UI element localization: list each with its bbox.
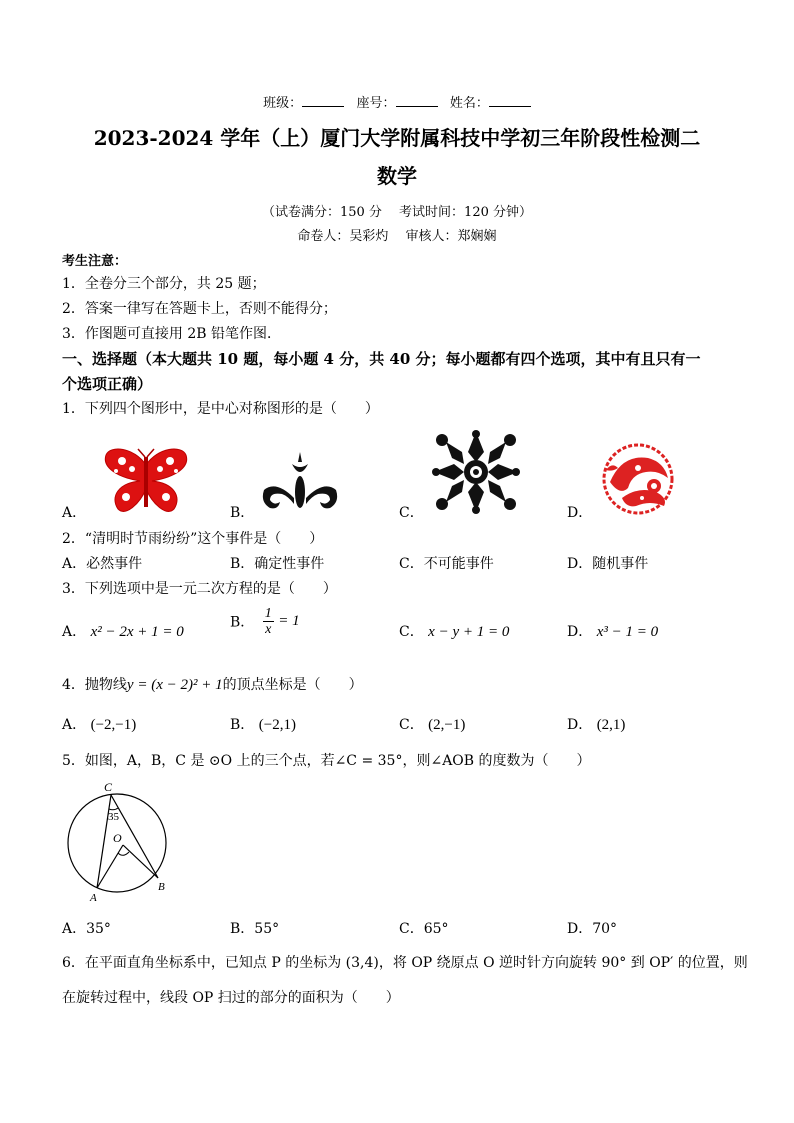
question-5-stem: 5．如图，A，B，C 是 ⊙O 上的三个点，若∠C = 35°，则∠AOB 的度数为（ ） [62, 753, 591, 769]
q2-option-c[interactable]: C．不可能事件 [399, 556, 494, 572]
q2-option-d[interactable]: D．随机事件 [567, 556, 649, 572]
point-o-label: O [113, 831, 122, 845]
q4-option-a-value: (−2,−1) [90, 717, 137, 733]
q3-option-b-label: B． [230, 614, 255, 631]
question-1-stem: 1．下列四个图形中，是中心对称图形的是（ ） [62, 401, 379, 417]
q3-option-d-formula: x³ − 1 = 0 [596, 624, 659, 640]
section-heading: 一、选择题（本大题共 10 题，每小题 4 分，共 40 分；每小题都有四个选项，其中有且只有一 [62, 350, 701, 368]
q4-option-d-label: D． [567, 717, 593, 733]
q5-option-a[interactable]: A．35° [62, 921, 111, 937]
notice-item: 3．作图题可直接用 2B 铅笔作图． [62, 326, 282, 342]
q3-option-c[interactable] [399, 621, 509, 641]
q4-formula: y = (x − 2)² + 1 [126, 677, 223, 693]
class-blank[interactable] [302, 94, 344, 107]
q1-option-c-label[interactable]: C． [399, 505, 424, 521]
q2-option-b[interactable]: B．确定性事件 [230, 556, 325, 572]
student-info-line [0, 92, 794, 111]
q3-option-a-formula: x² − 2x + 1 = 0 [90, 624, 184, 640]
name-label: 姓名： [449, 96, 489, 111]
notice-item: 2．答案一律写在答题卡上，否则不能得分； [62, 301, 337, 317]
q1-option-d-label[interactable]: D． [567, 505, 593, 521]
q1-option-b-label[interactable]: B． [230, 505, 255, 521]
circle-angle-figure [60, 778, 180, 904]
exam-info: （试卷满分：150 分 考试时间：120 分钟） [261, 205, 533, 220]
q3-option-a[interactable] [62, 621, 184, 641]
q3-option-d[interactable] [567, 621, 658, 641]
fraction-denominator: x [265, 622, 272, 637]
notice-heading: 考生注意： [62, 254, 128, 269]
q4-stem-pre: 4．抛物线 [62, 677, 127, 693]
q4-option-d[interactable] [567, 714, 625, 734]
q3-option-b[interactable] [230, 606, 300, 637]
point-c-label: C [104, 780, 113, 794]
q3-option-b-rest: = 1 [278, 613, 300, 629]
q1-option-a-label[interactable]: A． [62, 505, 87, 521]
question-2-stem: 2．“清明时节雨纷纷”这个事件是（ ） [62, 531, 324, 547]
point-b-label: B [158, 881, 165, 893]
q3-option-d-label: D． [567, 624, 593, 640]
page-title: 2023-2024 学年（上）厦门大学附属科技中学初三年阶段性检测二 [93, 126, 701, 150]
name-blank[interactable] [489, 94, 531, 107]
q4-option-b-value: (−2,1) [258, 717, 296, 733]
phoenix-papercut-image [592, 442, 684, 516]
q4-option-b[interactable] [230, 714, 296, 734]
snowflake-papercut-image [430, 428, 522, 516]
question-3-stem: 3．下列选项中是一元二次方程的是（ ） [62, 581, 337, 597]
angle-label: 35 [108, 811, 119, 823]
q3-option-c-formula: x − y + 1 = 0 [428, 624, 510, 640]
authors: 命卷人：吴彩灼 审核人：郑娴娴 [297, 229, 497, 244]
subject-title: 数学 [377, 164, 417, 188]
q2-option-a[interactable]: A．必然事件 [62, 556, 143, 572]
q3-option-a-label: A． [62, 624, 87, 640]
q4-option-a-label: A． [62, 717, 87, 733]
notice-item: 1．全卷分三个部分，共 25 题； [62, 276, 266, 292]
fraction-numerator: 1 [264, 606, 272, 621]
class-label: 班级： [263, 96, 303, 111]
section-heading-cont: 个选项正确） [62, 375, 153, 393]
butterfly-papercut-image [104, 447, 188, 515]
q4-stem-post: 的顶点坐标是（ ） [222, 677, 363, 693]
q4-option-b-label: B． [230, 717, 255, 733]
q4-option-c[interactable] [399, 714, 465, 734]
question-6-line1: 6．在平面直角坐标系中，已知点 P 的坐标为 (3,4)，将 OP 绕原点 O 逆时针方向旋转 90° 到 OP′ 的位置，则 [62, 955, 748, 971]
q4-option-c-value: (2,−1) [428, 717, 466, 733]
q4-option-d-value: (2,1) [596, 717, 626, 733]
q3-option-c-label: C． [399, 624, 424, 640]
q4-option-a[interactable] [62, 714, 136, 734]
question-6-line2: 在旋转过程中，线段 OP 扫过的部分的面积为（ ） [62, 990, 400, 1006]
seat-blank[interactable] [396, 94, 438, 107]
black-ornament-image [258, 452, 342, 514]
seat-label: 座号： [356, 96, 396, 111]
q5-option-b[interactable]: B．55° [230, 921, 280, 937]
q3-option-b-fraction [263, 606, 274, 637]
q5-option-d[interactable]: D．70° [567, 921, 618, 937]
q5-option-c[interactable]: C．65° [399, 921, 449, 937]
q4-option-c-label: C． [399, 717, 424, 733]
point-a-label: A [90, 892, 97, 904]
question-4-stem [62, 674, 363, 694]
